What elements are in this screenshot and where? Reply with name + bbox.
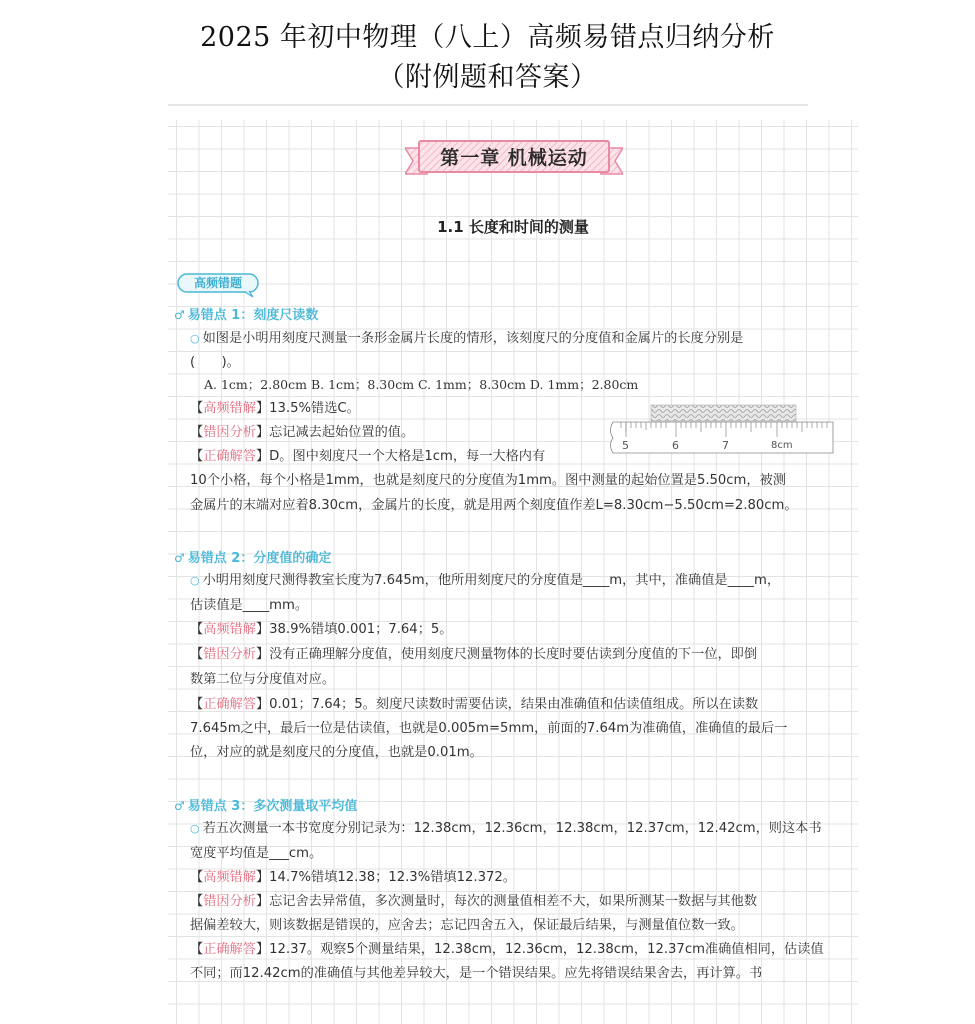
frequent-errors-badge [175,272,261,294]
section-title: 1.1 长度和时间的测量 [437,218,589,236]
cause-tag: 错因分析 [203,647,256,662]
point-3-cause-line-2: 据偏差较大，则该数据是错误的，应舍去；忘记四舍五入，保证最后结果，与测量值位数一致。 [190,918,744,933]
cause-tag: 错因分析 [203,894,256,909]
point-3-error: 【高频错解】14.7%错填12.38；12.3%错填12.372。 [190,870,516,885]
bullet-icon: ○ [190,332,200,345]
bullet-icon: ○ [190,822,200,835]
pin-icon: ♂ [174,799,185,813]
pin-icon: ♂ [174,308,185,322]
question-text: 如图是小明用刻度尺测量一条形金属片长度的情形，该刻度尺的分度值和金属片的长度分别是 [202,331,744,346]
answer-text: D。图中刻度尺一个大格是1cm，每一大格内有 [269,449,546,464]
point-1-answer-line-2: 10个小格，每个小格是1mm，也就是刻度尺的分度值为1mm。图中测量的起始位置是5.50cm，被测 [190,473,786,488]
point-1-question-line-1 [190,330,743,348]
point-3-answer-line-1: 【正确解答】12.37。观察5个测量结果，12.38cm，12.36cm，12.38cm，12.37cm准确值相同，估读值 [190,942,824,957]
answer-tag: 正确解答 [203,449,256,464]
point-1-question-line-2: ( )。 [190,355,240,370]
point-2-heading [174,547,331,566]
title-line-2: （附例题和答案） [377,62,598,93]
point-3-question-line-2: 宽度平均值是___cm。 [190,846,323,861]
cause-text: 忘记舍去异常值，多次测量时，每次的测量值相差不大，如果所测某一数据与其他数 [269,894,758,909]
answer-text: 0.01；7.64；5。刻度尺读数时需要估读，结果由准确值和估读值组成。所以在读数 [269,697,759,712]
grid-page [168,120,858,1024]
point-2-cause-line-2: 数第二位与分度值对应。 [190,672,336,687]
ruler-label-8cm: 8cm [771,440,793,451]
point-2-answer-line-1: 【正确解答】0.01；7.64；5。刻度尺读数时需要估读，结果由准确值和估读值组成。所以在读数 [190,697,759,712]
point-2-error: 【高频错解】38.9%错填0.001；7.64；5。 [190,622,453,637]
point-1-options: A. 1cm；2.80cm B. 1cm；8.30cm C. 1mm；8.30cm D. 1mm；2.80cm [204,377,639,392]
point-1-error: 【高频错解】13.5%错选C。 [190,401,360,416]
answer-text: 12.37。观察5个测量结果，12.38cm，12.36cm，12.38cm，12.37cm准确值相同，估读值 [269,942,824,957]
error-text: 13.5%错选C。 [269,401,360,416]
cause-text: 忘记减去起始位置的值。 [269,425,415,440]
chapter-ribbon [405,138,623,178]
error-text: 14.7%错填12.38；12.3%错填12.372。 [269,870,516,885]
point-2-question-line-2: 估读值是____mm。 [190,598,309,613]
point-1-answer-line-3: 金属片的末端对应着8.30cm，金属片的长度，就是用两个刻度值作差L=8.30cm−5.50cm=2.80cm。 [190,498,798,513]
point-3-question-line-1 [190,820,822,838]
ruler-label-6: 6 [672,439,679,452]
point-2-answer-line-2: 7.645m之中，最后一位是估读值，也就是0.005m=5mm，前面的7.64m为准确值，准确值的最后一 [190,721,788,736]
question-text: 小明用刻度尺测得教室长度为7.645m，他所用刻度尺的分度值是____m，其中，准确值是____m， [202,573,781,588]
ruler-label-5: 5 [622,439,629,452]
document-title [0,18,975,98]
point-3-cause-line-1: 【错因分析】忘记舍去异常值，多次测量时，每次的测量值相差不大，如果所测某一数据与其他数 [190,894,758,909]
point-2-heading-text: 易错点 2：分度值的确定 [187,551,332,566]
answer-tag: 正确解答 [203,942,256,957]
point-2-cause-line-1: 【错因分析】没有正确理解分度值，使用刻度尺测量物体的长度时要估读到分度值的下一位，即倒 [190,647,758,662]
point-1-heading-text: 易错点 1：刻度尺读数 [187,308,319,323]
ruler-icon [601,403,841,465]
point-3-heading [174,795,357,814]
point-2-question-line-1 [190,572,780,590]
title-line-1: 2025 年初中物理（八上）高频易错点归纳分析 [200,22,775,53]
point-1-heading [174,304,318,323]
ruler-figure [601,403,841,465]
title-divider [168,104,808,106]
badge-label: 高频错题 [193,276,242,290]
bullet-icon: ○ [190,574,200,587]
error-text: 38.9%错填0.001；7.64；5。 [269,622,453,637]
error-tag: 高频错解 [203,622,256,637]
point-3-answer-line-2: 不同；而12.42cm的准确值与其他差异较大，是一个错误结果。应先将错误结果舍去，再计算。书 [190,966,763,981]
cause-text: 没有正确理解分度值，使用刻度尺测量物体的长度时要估读到分度值的下一位，即倒 [269,647,758,662]
question-text: 若五次测量一本书宽度分别记录为：12.38cm，12.36cm，12.38cm，12.37cm，12.42cm，则这本书 [202,821,822,836]
ruler-label-7: 7 [722,439,729,452]
cause-tag: 错因分析 [203,425,256,440]
point-2-answer-line-3: 位，对应的就是刻度尺的分度值，也就是0.01m。 [190,745,483,760]
error-tag: 高频错解 [203,870,256,885]
point-1-cause: 【错因分析】忘记减去起始位置的值。 [190,425,415,440]
pin-icon: ♂ [174,551,185,565]
error-tag: 高频错解 [203,401,256,416]
answer-tag: 正确解答 [203,697,256,712]
point-3-heading-text: 易错点 3：多次测量取平均值 [187,799,358,814]
point-1-answer-line-1: 【正确解答】D。图中刻度尺一个大格是1cm，每一大格内有 [190,449,546,464]
chapter-title: 第一章 机械运动 [440,147,588,169]
